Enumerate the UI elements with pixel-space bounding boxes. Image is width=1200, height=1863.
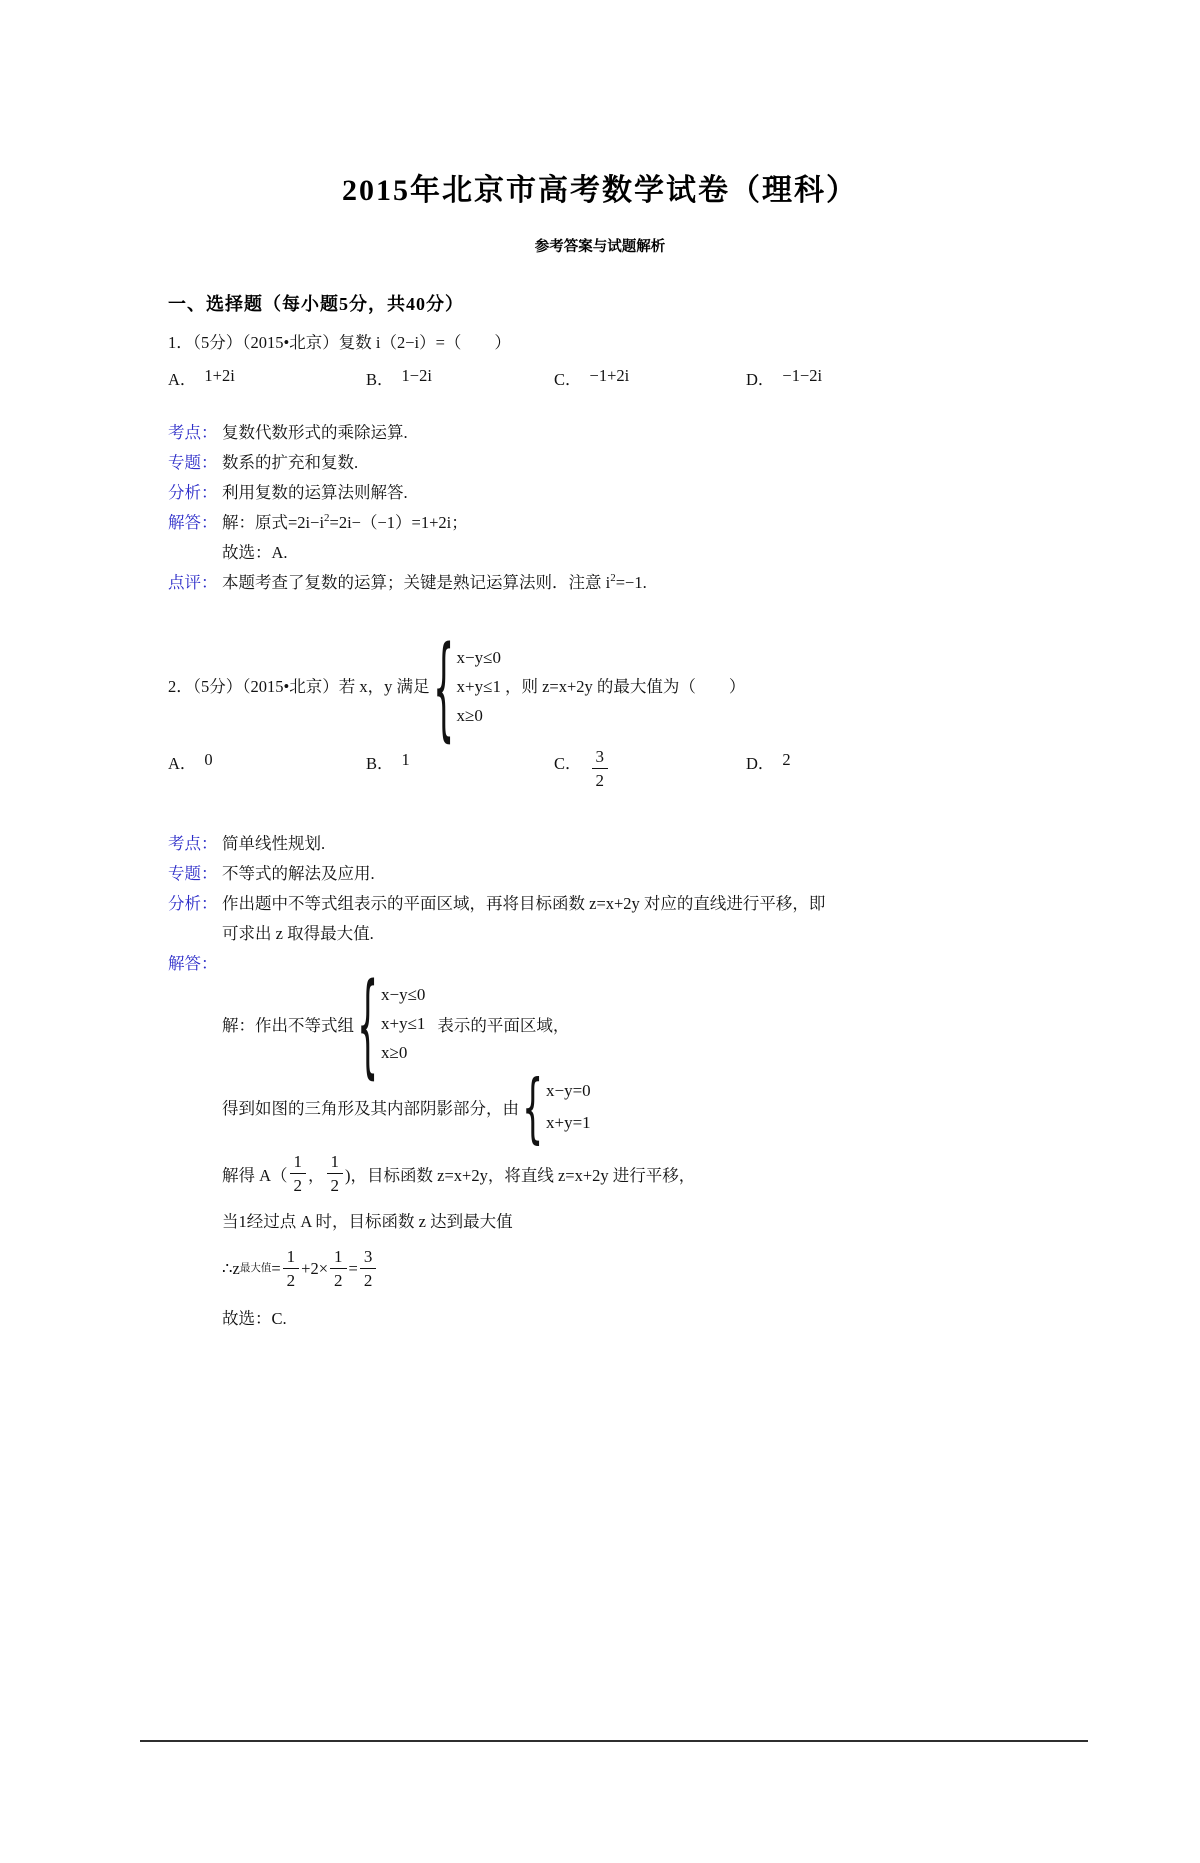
field-label-jieda: 解答： xyxy=(168,954,218,973)
solution-step2-pre: 得到如图的三角形及其内部阴影部分，由 xyxy=(222,1099,519,1118)
field-label-dianping: 点评： xyxy=(168,573,218,592)
option-label: A． xyxy=(168,370,197,389)
option-label: D． xyxy=(746,370,775,389)
system-line: x≥0 xyxy=(381,1043,408,1062)
option-d xyxy=(746,366,822,390)
fraction-denominator: 2 xyxy=(334,1271,343,1290)
field-value-zhuanti: 不等式的解法及应用. xyxy=(222,864,375,883)
solution-step1-post: 表示的平面区域， xyxy=(437,1016,570,1035)
therefore-z: ∴z xyxy=(222,1258,240,1278)
field-value-fenxi: 利用复数的运算法则解答. xyxy=(222,483,408,502)
fraction-numerator: 3 xyxy=(592,748,609,769)
option-value: −1−2i xyxy=(782,366,823,385)
solution-final-answer: 故选：C. xyxy=(222,1309,287,1328)
field-value-fenxi-cont: 可求出 z 取得最大值. xyxy=(222,924,374,943)
field-value-dianping xyxy=(222,568,1200,598)
inequality-system xyxy=(432,620,501,754)
system-lines xyxy=(543,1081,591,1133)
fraction-denominator: 2 xyxy=(363,1271,373,1290)
solution-expression-post: =2i−（−1）=1+2i； xyxy=(329,513,468,532)
option-d xyxy=(746,750,791,774)
left-brace-wrap xyxy=(522,1062,544,1152)
option-label: C． xyxy=(554,370,582,389)
field-value-zhuanti: 数系的扩充和复数. xyxy=(222,453,359,472)
option-value: 0 xyxy=(204,750,213,769)
question1-analysis-fields xyxy=(168,418,1200,598)
field-label-zhuanti: 专题： xyxy=(168,453,218,472)
option-value: 1−2i xyxy=(401,366,432,385)
exam-subtitle: 参考答案与试题解析 xyxy=(534,239,666,255)
left-brace-wrap xyxy=(357,957,379,1091)
question2-analysis-fields xyxy=(168,829,1200,979)
field-label-spacer xyxy=(168,919,222,949)
left-brace: { xyxy=(522,1062,544,1152)
system-line: x+y=1 xyxy=(546,1113,591,1132)
solution-answer: 故选：A. xyxy=(222,543,288,562)
equation-system xyxy=(522,1062,591,1152)
option-a xyxy=(168,366,366,390)
system-line: x−y≤0 xyxy=(381,985,426,1004)
option-c xyxy=(554,747,746,790)
fraction xyxy=(330,1248,347,1289)
field-jieda xyxy=(168,949,1200,979)
dianping-pre: 本题考查了复数的运算；关键是熟记运算法则．注意 i xyxy=(222,573,611,592)
superscript-exponent: 2 xyxy=(324,512,330,524)
field-label-kaodian: 考点： xyxy=(168,834,218,853)
superscript-exponent: 2 xyxy=(610,572,616,584)
option-value: −1+2i xyxy=(589,366,630,385)
option-b xyxy=(366,750,554,774)
fraction-denominator: 2 xyxy=(293,1176,303,1195)
question2-options xyxy=(168,747,1200,790)
footer-divider xyxy=(140,1740,1088,1742)
system-lines xyxy=(378,985,425,1063)
fraction xyxy=(290,1153,307,1194)
fraction-numerator: 1 xyxy=(290,1153,307,1174)
field-kaodian xyxy=(168,418,1200,448)
field-dianping xyxy=(168,568,1200,598)
system-line: x−y=0 xyxy=(546,1081,591,1100)
plus-times-term: +2× xyxy=(301,1258,329,1278)
equals-sign: = xyxy=(271,1258,281,1278)
field-value-jieda xyxy=(222,508,1200,538)
left-brace: { xyxy=(432,620,455,754)
option-label: D． xyxy=(746,754,775,773)
solution-step3-post: )，目标函数 z=x+2y，将直线 z=x+2y 进行平移， xyxy=(345,1165,696,1185)
exam-document-page xyxy=(0,165,1200,1863)
option-label: B． xyxy=(366,370,394,389)
solution-step-region xyxy=(222,957,1200,1091)
system-lines xyxy=(454,648,501,726)
field-value-kaodian: 复数代数形式的乘除运算. xyxy=(222,423,408,442)
fraction-numerator: 1 xyxy=(283,1248,300,1269)
field-value-fenxi: 作出题中不等式组表示的平面区域，再将目标函数 z=x+2y 对应的直线进行平移，即 xyxy=(222,894,826,913)
field-zhuanti xyxy=(168,448,1200,478)
field-label-zhuanti: 专题： xyxy=(168,864,218,883)
solution-step3-pre: 解得 A（ xyxy=(222,1165,288,1185)
field-kaodian xyxy=(168,829,1200,859)
fraction xyxy=(327,1153,344,1194)
fraction xyxy=(592,748,609,789)
solution-step3 xyxy=(222,1153,1200,1194)
option-value: 1 xyxy=(401,750,410,769)
field-fenxi xyxy=(168,478,1200,508)
fraction-denominator: 2 xyxy=(330,1176,340,1195)
system-line: x+y≤1 xyxy=(456,677,501,696)
option-label: B． xyxy=(366,754,394,773)
question1-stem: 1．（5分）（2015•北京）复数 i（2−i）=（ ） xyxy=(168,333,511,352)
field-jieda xyxy=(168,508,1200,538)
field-fenxi-line2 xyxy=(168,919,1200,949)
option-a xyxy=(168,750,366,774)
solution-expression-pre: 解：原式=2i−i xyxy=(222,513,325,532)
question2-stem-pre: 2．（5分）（2015•北京）若 x，y 满足 xyxy=(168,677,430,696)
field-label-fenxi: 分析： xyxy=(168,894,218,913)
field-fenxi xyxy=(168,889,1200,919)
solution-step1-pre: 解：作出不等式组 xyxy=(222,1016,354,1035)
question2-stem xyxy=(168,620,1200,754)
fraction-numerator: 1 xyxy=(330,1248,347,1269)
left-brace: { xyxy=(357,957,379,1091)
left-brace-wrap xyxy=(432,620,455,754)
fraction-denominator: 2 xyxy=(286,1271,296,1290)
dianping-post: =−1. xyxy=(615,573,647,592)
system-line: x+y≤1 xyxy=(381,1014,426,1033)
question2-stem-post: ，则 z=x+2y 的最大值为（ ） xyxy=(504,677,746,696)
exam-title: 2015年北京市高考数学试卷（理科） xyxy=(342,174,858,207)
option-c xyxy=(554,366,746,390)
solution-max-value-formula: ∴z 最大值 = $\frac{1}{2}$ +2× $\frac{1}{2}$ = $\frac{3}{2}$ xyxy=(222,1248,1200,1289)
fraction xyxy=(360,1248,377,1289)
fraction xyxy=(283,1248,300,1289)
section-heading: 一、选择题（每小题5分，共40分） xyxy=(168,294,464,314)
option-label: C． xyxy=(554,754,582,773)
field-label-kaodian: 考点： xyxy=(168,423,218,442)
field-zhuanti xyxy=(168,859,1200,889)
fraction-denominator: 2 xyxy=(595,771,605,790)
question1-options xyxy=(168,366,1200,390)
option-value: 1+2i xyxy=(204,366,235,385)
fraction-numerator: 3 xyxy=(360,1248,377,1269)
fraction-numerator: 1 xyxy=(327,1153,344,1174)
field-label-fenxi: 分析： xyxy=(168,483,218,502)
solution-step3-comma: ， xyxy=(308,1165,325,1185)
field-label-spacer xyxy=(168,538,222,568)
option-b xyxy=(366,366,554,390)
option-label: A． xyxy=(168,754,197,773)
inequality-system xyxy=(357,957,426,1091)
system-line: x−y≤0 xyxy=(456,648,501,667)
field-jieda-line2 xyxy=(168,538,1200,568)
option-value: 2 xyxy=(782,750,791,769)
system-line: x≥0 xyxy=(456,706,483,725)
solution-step4: 当1经过点 A 时，目标函数 z 达到最大值 xyxy=(222,1212,513,1231)
field-value-kaodian: 简单线性规划. xyxy=(222,834,326,853)
field-label-jieda: 解答： xyxy=(168,513,218,532)
equals-sign: = xyxy=(348,1258,358,1278)
